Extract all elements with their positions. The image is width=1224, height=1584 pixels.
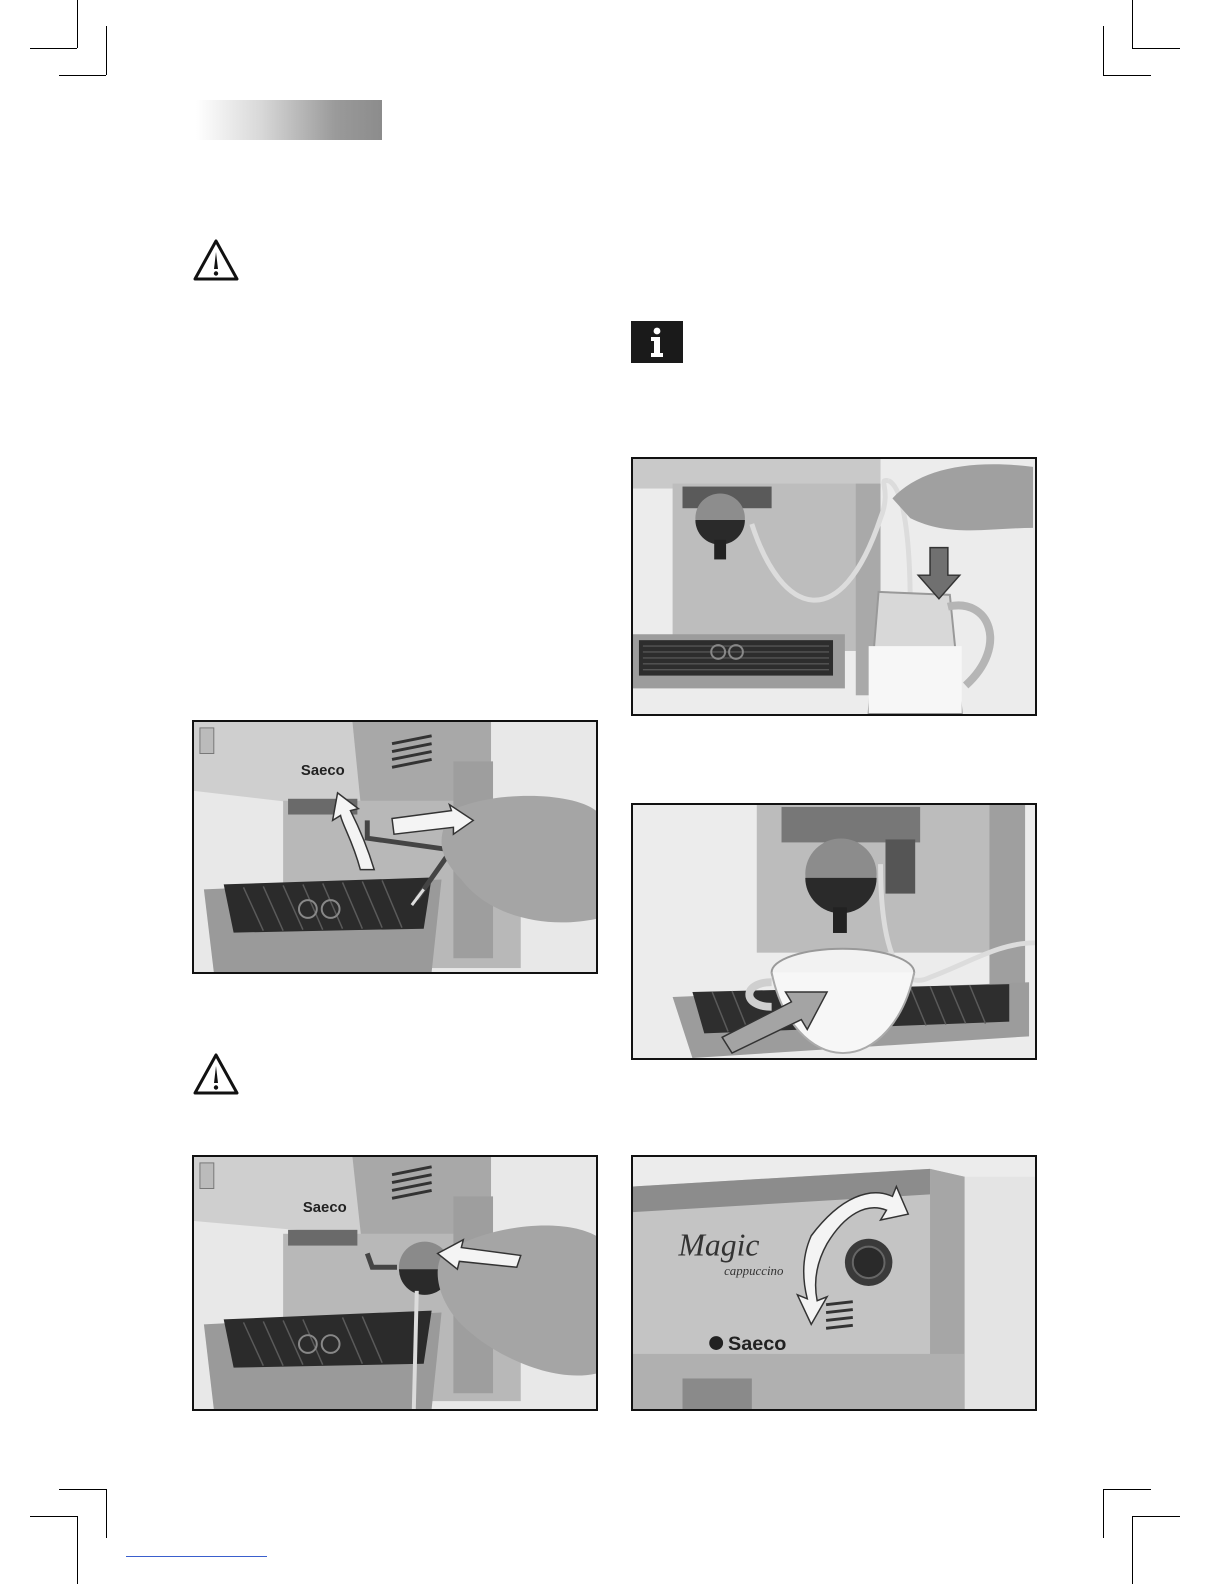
brand-logo: Saeco	[302, 1200, 347, 1217]
warning-triangle-icon	[192, 238, 240, 282]
model-name: Magic	[678, 1227, 760, 1263]
crop-mark	[1103, 75, 1151, 76]
crop-mark	[1132, 1516, 1133, 1584]
brand-logo: Saeco	[728, 1332, 787, 1355]
figure-magic-knob	[631, 1155, 1037, 1411]
crop-mark	[1132, 1516, 1180, 1517]
crop-mark	[77, 1516, 78, 1584]
crop-mark	[77, 0, 78, 48]
figure-milk-tube-jug	[631, 457, 1037, 716]
figure-cup-placement	[631, 803, 1037, 1060]
brand-logo: Saeco	[300, 763, 345, 780]
crop-mark	[30, 48, 77, 49]
crop-mark	[106, 26, 107, 75]
figure-steam-wand	[192, 720, 598, 974]
crop-mark	[59, 1489, 106, 1490]
section-header-bar	[196, 100, 382, 140]
crop-mark	[1103, 26, 1104, 75]
warning-triangle-icon	[192, 1052, 240, 1096]
model-subtitle: cappuccino	[724, 1264, 784, 1279]
crop-mark	[59, 75, 106, 76]
crop-mark	[1132, 48, 1180, 49]
figure-cappuccinatore-attach	[192, 1155, 598, 1411]
crop-mark	[1132, 0, 1133, 48]
crop-mark	[1103, 1489, 1151, 1490]
footer-link-line	[126, 1556, 267, 1557]
crop-mark	[30, 1516, 77, 1517]
info-icon	[631, 321, 683, 363]
crop-mark	[106, 1489, 107, 1538]
crop-mark	[1103, 1489, 1104, 1538]
